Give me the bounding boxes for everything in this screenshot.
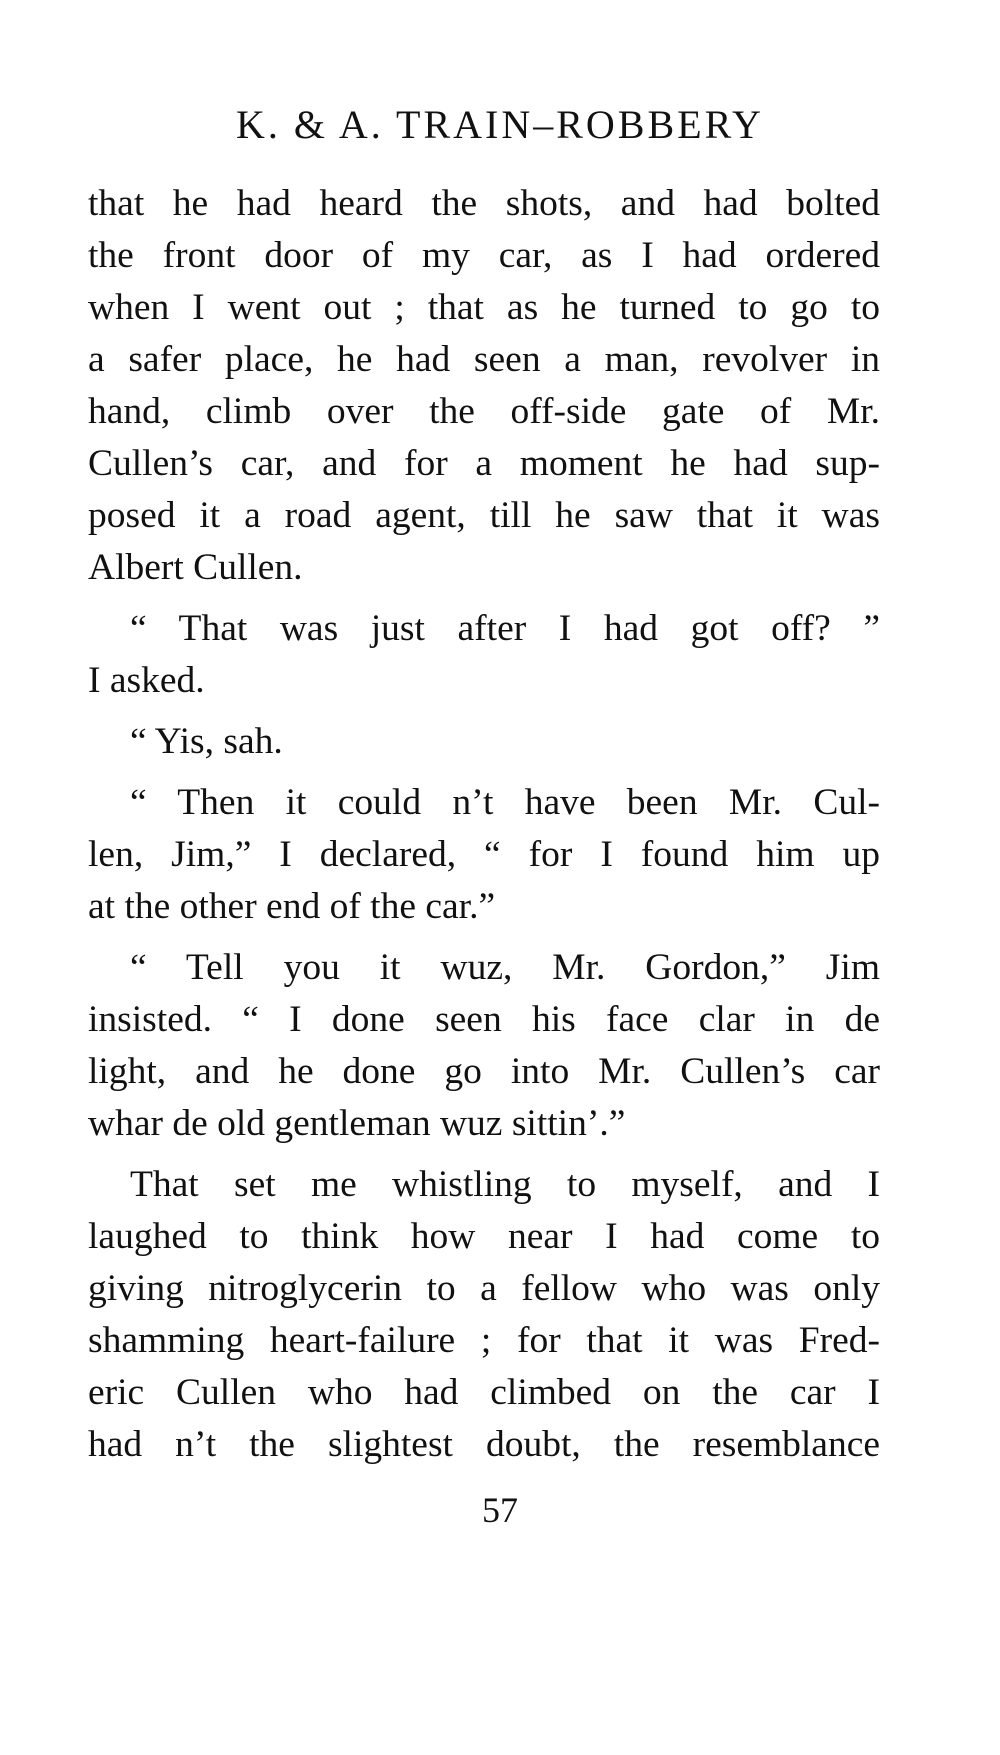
paragraph [88, 942, 880, 1150]
page-number: 57 [482, 1490, 518, 1530]
text-line: “ Yis, sah. [130, 721, 283, 762]
text-line: when I went out ; that as he turned to go to [88, 287, 880, 328]
body-text [88, 178, 880, 1471]
text-line: had n’t the slightest doubt, the resemblance [88, 1424, 880, 1465]
text-line: that he had heard the shots, and had bolted [88, 183, 880, 224]
text-line: insisted. “ I done seen his face clar in de [88, 999, 880, 1040]
text-line: Cullen’s car, and for a moment he had sup- [88, 443, 880, 484]
paragraph [88, 603, 880, 707]
text-line: the front door of my car, as I had ordered [88, 235, 880, 276]
text-line: posed it a road agent, till he saw that it was [88, 495, 880, 536]
running-head: K. & A. TRAIN–ROBBERY [236, 102, 764, 147]
text-line: “ Tell you it wuz, Mr. Gordon,” Jim [130, 947, 880, 988]
text-line: I asked. [88, 660, 205, 701]
text-line: a safer place, he had seen a man, revolver in [88, 339, 880, 380]
text-line: len, Jim,” I declared, “ for I found him up [88, 834, 880, 875]
text-line: eric Cullen who had climbed on the car I [88, 1372, 880, 1413]
text-line: whar de old gentleman wuz sittin’.” [88, 1103, 626, 1144]
text-line: Albert Cullen. [88, 547, 303, 588]
paragraph [88, 716, 880, 768]
text-line: That set me whistling to myself, and I [130, 1164, 880, 1205]
text-line: laughed to think how near I had come to [88, 1216, 880, 1257]
text-line: “ Then it could n’t have been Mr. Cul- [130, 782, 880, 823]
paragraph [88, 178, 880, 594]
paragraph [88, 777, 880, 933]
text-line: at the other end of the car.” [88, 886, 496, 927]
text-line: shamming heart-failure ; for that it was Fred- [88, 1320, 880, 1361]
text-line: hand, climb over the off-side gate of Mr. [88, 391, 880, 432]
paragraph [88, 1159, 880, 1471]
text-line: giving nitroglycerin to a fellow who was only [88, 1268, 880, 1309]
text-line: “ That was just after I had got off? ” [130, 608, 880, 649]
text-line: light, and he done go into Mr. Cullen’s car [88, 1051, 880, 1092]
